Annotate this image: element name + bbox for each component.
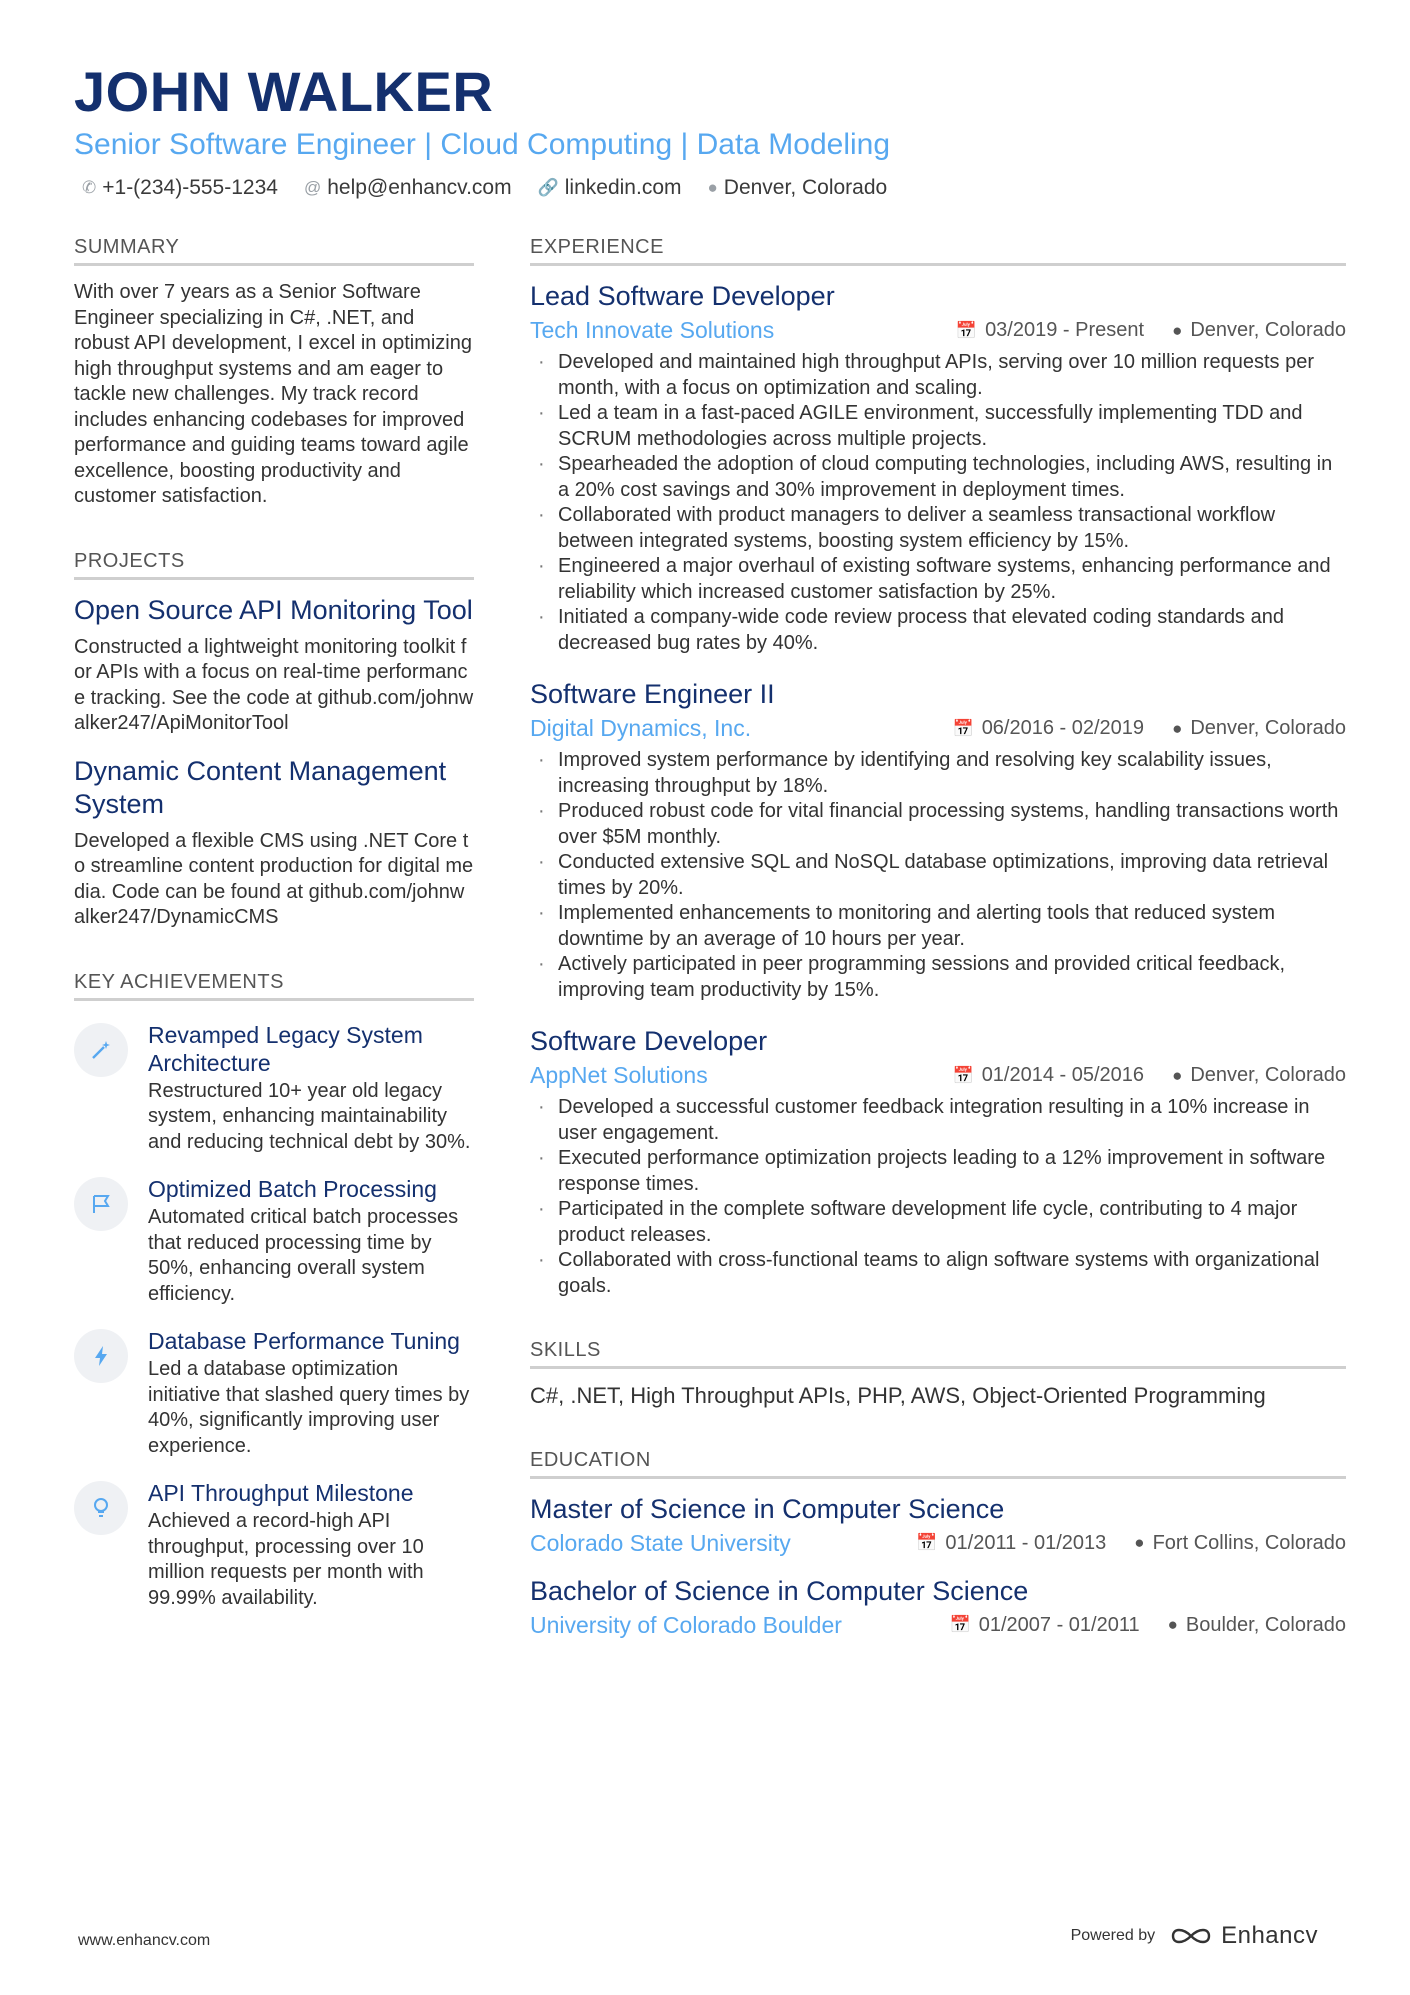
achievement-text: Automated critical batch processes that reduced processing time by 50%, enhancing overall system efficiency. <box>148 1206 459 1305</box>
project-item <box>74 594 474 737</box>
job-dates <box>953 1064 1145 1087</box>
enhancv-logo-icon <box>1169 1924 1213 1948</box>
contact-email[interactable] <box>304 176 512 200</box>
education-entry <box>530 1493 1346 1557</box>
bullet-item: · Produced robust code for vital financial processing systems, handling transactions worth over $5M monthly. <box>530 799 1346 850</box>
bullet-item: · Initiated a company-wide code review process that elevated coding standards and decreased bug rates by 40%. <box>530 605 1346 656</box>
bullet-item: · Engineered a major overhaul of existing software systems, enhancing performance and reliability which increased customer satisfaction by 25%. <box>530 554 1346 605</box>
education-dates <box>916 1532 1106 1555</box>
job-meta <box>530 317 1346 344</box>
bullet-item: · Executed performance optimization projects leading to a 12% improvement in software response times. <box>530 1146 1346 1197</box>
magic-wand-icon <box>74 1023 128 1077</box>
company-name: Digital Dynamics, Inc. <box>530 715 752 741</box>
left-column <box>74 236 474 1631</box>
location-pin-icon: ● <box>707 178 718 197</box>
job-dates <box>953 717 1145 740</box>
achievement-text: Achieved a record-high API throughput, processing over 10 million requests per month with 99.99% availability. <box>148 1510 424 1609</box>
job-title: Software Engineer II <box>530 679 775 709</box>
job-entry <box>530 678 1346 1003</box>
bullet-item: · Improved system performance by identifying and resolving key scalability issues, increasing throughput by 18%. <box>530 748 1346 799</box>
job-bullets <box>530 1095 1346 1299</box>
email-text: help@enhancv.com <box>327 176 512 199</box>
projects-heading: PROJECTS <box>74 550 474 580</box>
achievement-title: Optimized Batch Processing <box>148 1176 437 1202</box>
summary-text: With over 7 years as a Senior Software Engineer specializing in C#, .NET, and robust API development, I excel in optimizing high throughput systems and am eager to tackle new challenges. My track record includes enhancing codebases for improved performance and guiding teams toward agile excellence, boosting productivity and customer satisfaction. <box>74 281 472 507</box>
dates-text: 01/2014 - 05/2016 <box>981 1064 1145 1086</box>
dates-text: 03/2019 - Present <box>985 319 1145 341</box>
dates-text: 06/2016 - 02/2019 <box>981 717 1145 739</box>
bullet-item: · Developed and maintained high throughput APIs, serving over 10 million requests per month, with a focus on optimization and scaling. <box>530 350 1346 401</box>
school-name: University of Colorado Boulder <box>530 1611 842 1638</box>
bullet-item: · Actively participated in peer programming sessions and provided critical feedback, improving team productivity by 15%. <box>530 952 1346 1003</box>
location-text: Fort Collins, Colorado <box>1152 1531 1346 1554</box>
bullet-item: · Conducted extensive SQL and NoSQL database optimizations, improving data retrieval times by 20%. <box>530 850 1346 901</box>
skills-heading: SKILLS <box>530 1339 1346 1369</box>
bullet-item: · Spearheaded the adoption of cloud computing technologies, including AWS, resulting in a 20% cost savings and 30% improvement in deployment times. <box>530 452 1346 503</box>
contact-location <box>708 176 888 200</box>
achievement-text: Restructured 10+ year old legacy system, enhancing maintainability and reducing technical debt by 30%. <box>148 1079 471 1153</box>
brand-logo[interactable] <box>1169 1922 1318 1950</box>
location-pin-icon: ● <box>1172 320 1183 340</box>
school-name: Colorado State University <box>530 1529 791 1556</box>
location-pin-icon: ● <box>1172 718 1183 738</box>
project-text: Developed a flexible CMS using .NET Core to streamline content production for digital media. Code can be found at github.com/johnwalker247/DynamicCMS <box>74 829 474 928</box>
resume-page <box>74 60 1346 1638</box>
dates-text: 01/2007 - 01/2011 <box>978 1613 1140 1636</box>
achievement-text: Led a database optimization initiative that slashed query times by 40%, significantly improving user experience. <box>148 1358 470 1457</box>
summary-heading: SUMMARY <box>74 236 474 266</box>
job-location <box>1172 717 1346 740</box>
achievement-item <box>74 1175 474 1307</box>
contact-bar <box>74 176 1346 200</box>
achievement-title: API Throughput Milestone <box>148 1480 414 1506</box>
bullet-item: · Collaborated with cross-functional teams to align software systems with organizational goals. <box>530 1248 1346 1299</box>
project-title: Open Source API Monitoring Tool <box>74 594 473 625</box>
education-dates <box>950 1614 1140 1637</box>
job-bullets <box>530 748 1346 1003</box>
project-text: Constructed a lightweight monitoring toolkit for APIs with a focus on real-time performance tracking. See the code at github.com/johnwalker247/ApiMonitorTool <box>74 635 474 734</box>
bullet-item: · Collaborated with product managers to deliver a seamless transactional workflow between integrated systems, boosting system efficiency by 15%. <box>530 503 1346 554</box>
job-dates <box>956 319 1144 342</box>
location-text: Denver, Colorado <box>1190 717 1346 739</box>
headline: Senior Software Engineer | Cloud Computing | Data Modeling <box>74 128 891 161</box>
footer-branding <box>1071 1922 1318 1950</box>
degree-title: Master of Science in Computer Science <box>530 1493 1005 1524</box>
education-location <box>1168 1614 1346 1637</box>
project-item <box>74 755 474 931</box>
achievements-heading: KEY ACHIEVEMENTS <box>74 971 474 1001</box>
contact-phone <box>82 176 278 200</box>
location-text: Denver, Colorado <box>1190 319 1346 341</box>
job-meta <box>530 715 1346 742</box>
location-pin-icon: ● <box>1134 1533 1145 1552</box>
company-name: AppNet Solutions <box>530 1062 708 1088</box>
location-text: Denver, Colorado <box>1190 1064 1346 1086</box>
project-title: Dynamic Content Management System <box>74 755 447 819</box>
achievement-item <box>74 1327 474 1459</box>
achievement-title: Revamped Legacy System Architecture <box>148 1021 423 1076</box>
job-location <box>1172 1064 1346 1087</box>
location-pin-icon: ● <box>1172 1065 1183 1085</box>
job-title: Software Developer <box>530 1026 768 1056</box>
education-entry <box>530 1575 1346 1639</box>
bullet-item: · Implemented enhancements to monitoring and alerting tools that reduced system downtime by an average of 10 hours per year. <box>530 901 1346 952</box>
lightning-icon <box>74 1329 128 1383</box>
calendar-icon: 📅 <box>916 1533 938 1552</box>
bullet-item: · Participated in the complete software development life cycle, contributing to 4 major product releases. <box>530 1197 1346 1248</box>
phone-text: +1-(234)-555-1234 <box>102 176 278 199</box>
education-location <box>1134 1532 1346 1555</box>
job-entry <box>530 280 1346 656</box>
calendar-icon: 📅 <box>952 718 974 738</box>
bullet-item: · Led a team in a fast-paced AGILE environment, successfully implementing TDD and SCRUM methodologies across multiple projects. <box>530 401 1346 452</box>
company-name: Tech Innovate Solutions <box>530 317 775 343</box>
right-column <box>530 236 1346 1639</box>
achievement-item <box>74 1479 474 1611</box>
education-meta <box>530 1530 1346 1557</box>
experience-heading: EXPERIENCE <box>530 236 1346 266</box>
phone-icon: ✆ <box>82 178 97 197</box>
calendar-icon: 📅 <box>955 320 978 340</box>
education-heading: EDUCATION <box>530 1449 1346 1479</box>
lightbulb-icon <box>74 1481 128 1535</box>
calendar-icon: 📅 <box>949 1615 971 1634</box>
candidate-name: JOHN WALKER <box>74 60 494 123</box>
location-pin-icon: ● <box>1167 1615 1178 1634</box>
dates-text: 01/2011 - 01/2013 <box>945 1531 1107 1554</box>
achievement-title: Database Performance Tuning <box>148 1328 460 1354</box>
calendar-icon: 📅 <box>952 1065 974 1085</box>
job-bullets <box>530 350 1346 656</box>
job-entry <box>530 1025 1346 1299</box>
linkedin-text: linkedin.com <box>564 176 682 199</box>
location-text: Boulder, Colorado <box>1185 1613 1346 1636</box>
achievement-item <box>74 1021 474 1156</box>
bullet-item: · Developed a successful customer feedback integration resulting in a 10% increase in user engagement. <box>530 1095 1346 1146</box>
flag-icon <box>74 1177 128 1231</box>
at-icon: @ <box>303 178 322 197</box>
brand-name: Enhancv <box>1221 1922 1318 1949</box>
job-title: Lead Software Developer <box>530 281 835 311</box>
location-text: Denver, Colorado <box>723 176 888 199</box>
degree-title: Bachelor of Science in Computer Science <box>530 1575 1029 1606</box>
job-location <box>1172 319 1346 342</box>
contact-linkedin[interactable] <box>538 176 682 200</box>
job-meta <box>530 1062 1346 1089</box>
link-icon: 🔗 <box>537 178 559 197</box>
education-meta <box>530 1612 1346 1639</box>
skills-text: C#, .NET, High Throughput APIs, PHP, AWS, Object-Oriented Programming <box>530 1383 1266 1408</box>
footer-website[interactable]: www.enhancv.com <box>78 1932 211 1949</box>
powered-by-text: Powered by <box>1070 1927 1156 1944</box>
